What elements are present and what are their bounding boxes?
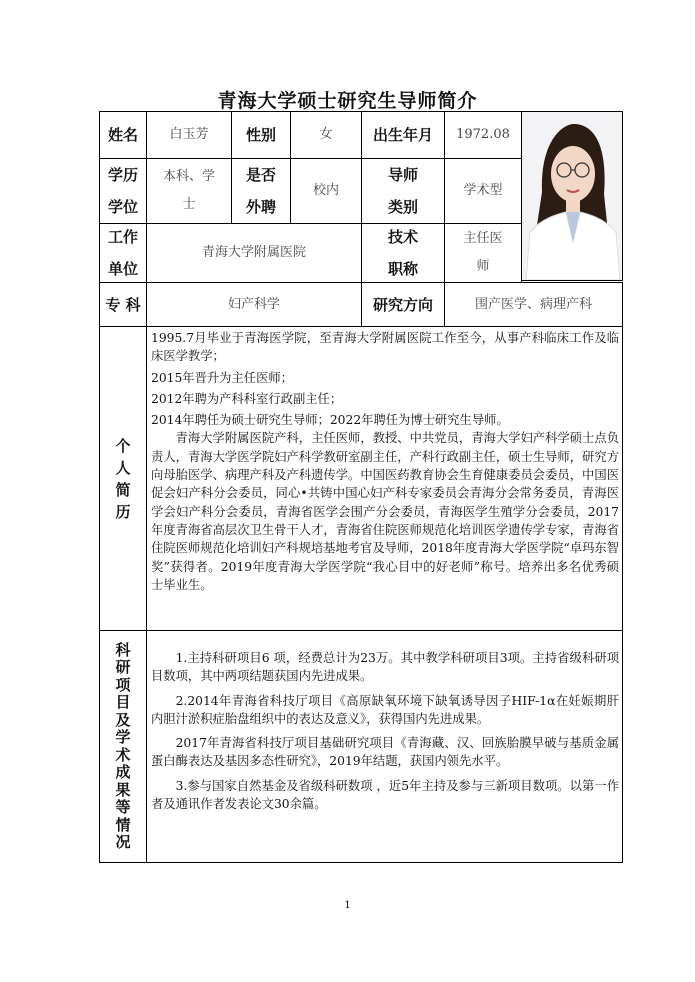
label-title-line1: 技术 [387, 228, 418, 246]
resume-content [146, 326, 623, 631]
value-title-line1: 主任医 [463, 231, 503, 246]
research-content [146, 630, 623, 863]
resume-paragraph: 青海大学附属医院产科，主任医师，教授、中共党员，青海大学妇产科学硕士点负责人，青海大学医学院妇产科学教研室副主任，产科行政副主任，硕士生导师，研究方向母胎医学、病理产科及产科遗传学。中国医药教育协会生育健康委员会委员，中国医促会妇产科分会委员，同心•共铸中国心妇产科专家委员会青海分会常务委员，青海医学会妇产科分会委员，青海省医学会围产分会委员，青海医学生殖学分会委员，2017年度青海省高层次卫生骨干人才，青海省住院医师规范化培训医学遗传学专家，青海省住院医师规范化培训妇产科规培基地考官及导师，2018年度青海大学医学院“卓玛东智奖”获得者。2019年度青海大学医学院“我心目中的好老师”称号。培养出多名优秀硕士毕业生。 [151, 431, 619, 592]
label-birth: 出生年月 [361, 111, 445, 159]
label-work-line1: 工作 [107, 228, 138, 246]
label-title-line2: 职称 [387, 260, 418, 278]
value-birth: 1972.08 [444, 111, 522, 159]
label-name: 姓名 [99, 111, 147, 159]
label-research-achievements [99, 630, 147, 863]
portrait-photo [521, 111, 623, 281]
value-tech-title [444, 223, 522, 283]
value-research-direction: 围产医学、病理产科 [444, 282, 623, 327]
research-item-4: 3.参与国家自然基金及省级科研数项 ，近5年主持及参与三新项目数项。以第一作者及通讯作者发表论文30余篇。 [151, 778, 619, 812]
value-education-line2: 士 [182, 197, 196, 212]
value-external: 校内 [290, 158, 362, 224]
label-external-line2: 外聘 [245, 198, 276, 216]
label-specialty: 专 科 [99, 282, 147, 327]
label-resume-text: 个人简历 [115, 436, 131, 521]
label-external [231, 158, 291, 224]
resume-line3: 2012年聘为产科科室行政副主任； [151, 391, 343, 406]
page-number: 1 [344, 900, 351, 911]
value-advisor-type: 学术型 [444, 158, 522, 224]
label-research-direction: 研究方向 [361, 282, 445, 327]
value-name: 白玉芳 [146, 111, 232, 159]
value-gender: 女 [290, 111, 362, 159]
label-work-line2: 单位 [107, 260, 138, 278]
resume-line1: 1995.7月毕业于青海医学院，至青海大学附属医院工作至今，从事产科临床工作及临床医学教学； [151, 331, 619, 364]
label-advisor-type-line1: 导师 [387, 166, 418, 184]
value-education [146, 158, 232, 224]
label-resume [99, 326, 147, 631]
label-education-line2: 学位 [107, 198, 138, 216]
portrait-photo-icon [522, 112, 622, 280]
value-education-line1: 本科、学 [162, 169, 215, 184]
label-advisor-type-line2: 类别 [387, 198, 418, 216]
research-item-1: 1.主持科研项目6 项，经费总计为23万。其中教学科研项目3项。主持省级科研项目数项，其中两项结题获国内先进成果。 [151, 651, 619, 684]
label-advisor-type [361, 158, 445, 224]
resume-line2: 2015年晋升为主任医师； [151, 370, 293, 385]
label-work-unit [99, 223, 147, 283]
page-title: 青海大学硕士研究生导师简介 [217, 90, 478, 112]
label-external-line1: 是否 [245, 166, 276, 184]
value-specialty: 妇产科学 [146, 282, 362, 327]
label-research-achievements-text: 科研项目及学术成果等情况 [115, 640, 131, 851]
research-item-3: 2017年青海省科技厅项目基础研究项目《青海藏、汉、回族胎膜早破与基质金属蛋白酶表达及基因多态性研究》，2019年结题，获国内领先水平。 [151, 736, 619, 769]
resume-line4: 2014年聘任为硕士研究生导师；2022年聘任为博士研究生导师。 [151, 413, 509, 428]
value-title-line2: 师 [476, 259, 490, 274]
research-item-2: 2.2014年青海省科技厅项目《高原缺氧环境下缺氧诱导因子HIF-1α在妊娠期肝内胆汁淤积症胎盘组织中的表达及意义》，获得国内先进成果。 [151, 693, 619, 726]
label-education-line1: 学历 [107, 166, 138, 184]
label-education [99, 158, 147, 224]
value-work-unit: 青海大学附属医院 [146, 223, 362, 283]
label-gender: 性别 [231, 111, 291, 159]
label-tech-title [361, 223, 445, 283]
